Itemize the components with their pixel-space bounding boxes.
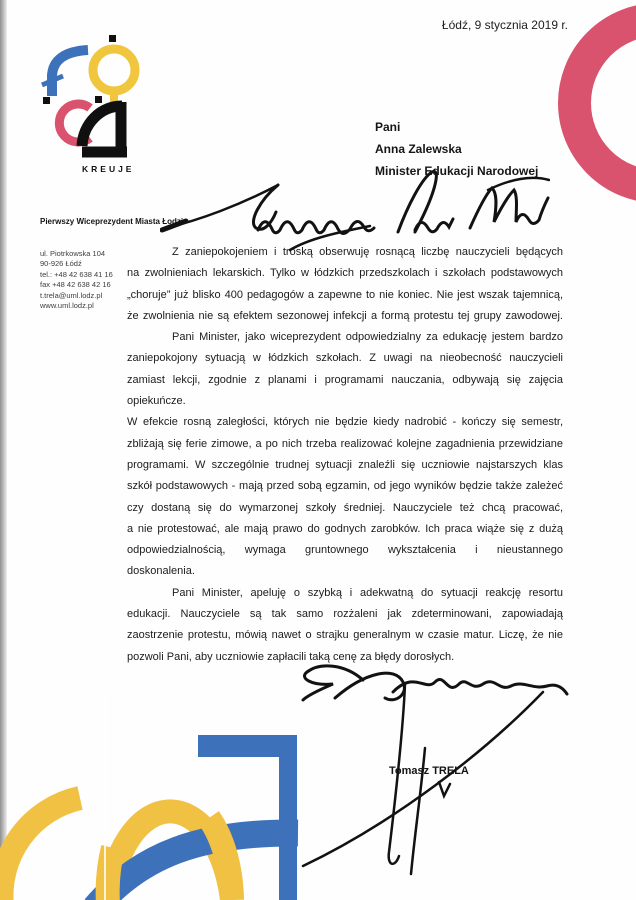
body-line: pozwoli Pani, aby uczniowie zapłacili taką cenę za błędy dorosłych. xyxy=(127,650,455,663)
body-line: Z zaniepokojeniem i troską obserwuję rosnącą liczbę nauczycieli będących xyxy=(172,246,563,258)
body-line: szkół podstawowych - mają przed sobą egzamin, od jego wyników będzie także zależeć xyxy=(127,480,563,493)
paper-fold-crease xyxy=(104,690,106,900)
body-line: czy dostaną się do wymarzonej szkoły średniej. Nauczyciele też chcą pracować, xyxy=(127,501,563,514)
body-line: „choruje” już blisko 400 pedagogów a zapewne to nie koniec. Nie jest wszak tajemnicą, xyxy=(127,288,563,301)
sender-address-line: ul. Piotrkowska 104 xyxy=(40,249,106,258)
logo-wordmark: KREUJE xyxy=(82,164,135,174)
body-line: opiekuńcze. xyxy=(127,395,186,408)
body-line: zbliżają się ferie zimowe, a po nich trzeba realizować kolejne zagadnienia przewidziane xyxy=(127,437,563,450)
body-line: zaostrzenie protestu, mówią nawet o strajku generalnym w czasie matur. Liczę, że nie xyxy=(127,629,563,642)
signatory-name: Tomasz TRELA xyxy=(389,765,469,777)
letter-body xyxy=(127,242,563,668)
sender-address-line: 90-926 Łódź xyxy=(40,259,82,269)
body-line: a nie protestować, ale mają prawo do godnych zarobków. Ich praca wiąże się z dużą xyxy=(127,522,563,535)
sender-address-line: fax +48 42 638 42 16 xyxy=(40,280,111,290)
body-line: zaniepokojony sytuacją w łódzkich szkołach. Z uwagi na nieobecność nauczycieli xyxy=(127,352,563,365)
letter-date: Łódź, 9 stycznia 2019 r. xyxy=(441,18,568,32)
red-circle-decoration xyxy=(558,3,636,203)
body-line: edukacji. Nauczyciele są tak samo rozżaleni jak zdeterminowani, zapowiadają xyxy=(127,608,563,621)
sender-address-line: t.trela@uml.lodz.pl xyxy=(40,290,103,300)
body-line: zamiast lekcji, zgodnie z planami i programami nauczania, odbywają się zajęcia xyxy=(127,373,563,386)
body-line: że zwolnienia nie są efektem sezonowej infekcji a formą protestu tej grupy zawodowej. xyxy=(127,309,563,322)
sender-address xyxy=(40,249,113,311)
sender-address-line: www.uml.lodz.pl xyxy=(40,301,94,311)
body-line: doskonalenia. xyxy=(127,565,195,578)
bottom-logo-yellow-left-arc xyxy=(1,798,80,900)
body-line: Pani Minister, apeluję o szybką i adekwatną do sytuacji reakcję resortu xyxy=(172,586,563,599)
sender-address-line: tel.: +48 42 638 41 16 xyxy=(40,269,113,279)
bottom-logo-decoration xyxy=(0,690,300,900)
recipient-line: Pani xyxy=(375,120,401,134)
body-line: na zwolnieniach lekarskich. Tylko w łódzkich przedszkolach i szkołach podstawowych xyxy=(127,267,563,280)
body-line: programami. W szczególnie trudnej sytuacji znaleźli się uczniowie najstarszych klas xyxy=(127,458,563,471)
logo-letter-O-yellow xyxy=(93,35,135,102)
handwritten-salutation-script xyxy=(160,160,550,255)
body-line: Pani Minister, jako wiceprezydent odpowiedzialny za edukację jestem bardzo xyxy=(172,331,563,344)
lodz-kreuje-logo-icon xyxy=(40,34,145,164)
recipient-line: Anna Zalewska xyxy=(375,142,462,156)
sender-title: Pierwszy Wiceprezydent Miasta Łodzi xyxy=(40,217,184,226)
body-line: odpowiedzialnością, wymaga gruntownego wykształcenia i nieustannego xyxy=(127,544,563,557)
logo-letter-L-blue xyxy=(42,50,88,96)
bottom-logo-yellow-overlap-left xyxy=(108,848,113,900)
recipient-line: Minister Edukacji Narodowej xyxy=(375,164,539,178)
body-line: W efekcie rosną zaległości, których nie będzie kiedy nadrobić - kończy się semestr, xyxy=(127,416,563,429)
